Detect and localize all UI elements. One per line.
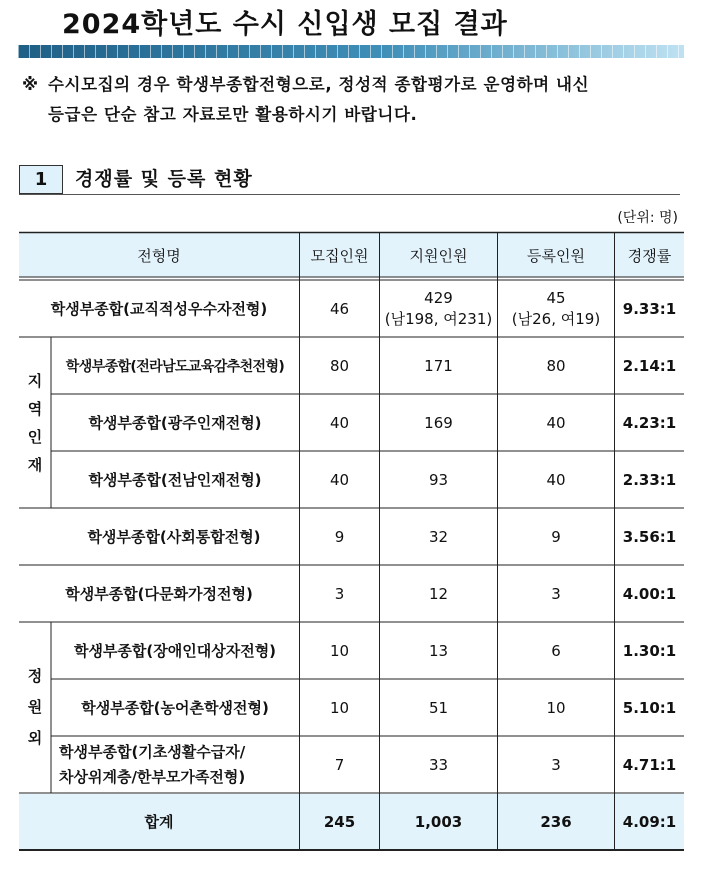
- applicant-count: 33: [428, 755, 449, 774]
- total-registered: 236: [540, 812, 572, 831]
- registered-count: 40: [546, 413, 566, 432]
- section-title: 경쟁률 및 등록 현황: [75, 168, 253, 190]
- recruit-count: 10: [329, 698, 350, 717]
- track-name: 학생부종합(전남인재전형): [88, 471, 262, 489]
- recruit-count: 3: [334, 584, 345, 603]
- track-name: 학생부종합(광주인재전형): [88, 414, 262, 432]
- competition-ratio: 4.71:1: [622, 755, 677, 774]
- total-applicants: 1,003: [414, 812, 463, 831]
- competition-ratio: 2.33:1: [622, 470, 677, 489]
- registered-count: 10: [546, 698, 566, 717]
- competition-ratio: 4.23:1: [622, 413, 677, 432]
- registered-count: 40: [546, 470, 566, 489]
- track-name: 학생부종합(기초생활수급자/ 차상위계층/한부모가족전형): [59, 742, 246, 786]
- group-label-outside-quota: 정 원 외: [27, 667, 43, 747]
- header-ratio: 경쟁률: [627, 246, 672, 265]
- competition-ratio: 1.30:1: [622, 641, 677, 660]
- reference-mark-icon: ※: [22, 75, 39, 94]
- recruit-count: 46: [329, 299, 350, 318]
- total-ratio: 4.09:1: [622, 812, 677, 831]
- recruit-count: 7: [334, 755, 345, 774]
- applicant-count: 171: [424, 356, 453, 375]
- notice-line-1: 수시모집의 경우 학생부종합전형으로, 정성적 종합평가로 운영하며 내신: [48, 75, 590, 94]
- applicant-count: 169: [424, 413, 453, 432]
- header-recruit: 모집인원: [310, 246, 369, 265]
- applicant-count: 429 (남198, 여231): [384, 288, 493, 328]
- competition-ratio: 9.33:1: [622, 299, 677, 318]
- track-name: 학생부종합(다문화가정전형): [65, 585, 253, 603]
- track-name: 학생부종합(사회통합전형): [87, 528, 261, 546]
- recruit-count: 9: [334, 527, 345, 546]
- registered-count: 45 (남26, 여19): [511, 288, 601, 328]
- competition-ratio: 2.14:1: [622, 356, 677, 375]
- applicant-count: 13: [428, 641, 449, 660]
- recruit-count: 40: [329, 413, 350, 432]
- competition-ratio: 3.56:1: [622, 527, 677, 546]
- track-name: 학생부종합(장애인대상자전형): [73, 642, 277, 660]
- competition-ratio: 5.10:1: [622, 698, 677, 717]
- track-name: 학생부종합(농어촌학생전형): [81, 699, 269, 717]
- registered-count: 6: [551, 641, 561, 660]
- total-label: 합계: [144, 813, 174, 831]
- group-label-regional: 지 역 인 재: [27, 371, 43, 474]
- recruit-count: 10: [329, 641, 350, 660]
- recruit-count: 40: [329, 470, 350, 489]
- competition-ratio: 4.00:1: [622, 584, 677, 603]
- track-name: 학생부종합(교직적성우수자전형): [50, 300, 268, 318]
- unit-label: (단위: 명): [617, 210, 678, 226]
- applicant-count: 12: [428, 584, 449, 603]
- header-applicants: 지원인원: [409, 246, 468, 265]
- track-name: 학생부종합(전라남도교육감추천전형): [65, 358, 285, 375]
- notice-line-2: 등급은 단순 참고 자료로만 활용하시기 바랍니다.: [48, 105, 418, 124]
- recruit-count: 80: [329, 356, 350, 375]
- applicant-count: 93: [428, 470, 449, 489]
- registered-count: 3: [551, 584, 561, 603]
- page-title: 2024학년도 수시 신입생 모집 결과: [62, 9, 508, 40]
- header-registered: 등록인원: [527, 246, 585, 265]
- applicant-count: 51: [428, 698, 449, 717]
- section-number: 1: [19, 165, 63, 194]
- registered-count: 3: [551, 755, 561, 774]
- header-track-name: 전형명: [137, 246, 181, 265]
- total-recruit: 245: [323, 812, 356, 831]
- registered-count: 80: [546, 356, 566, 375]
- registered-count: 9: [551, 527, 561, 546]
- applicant-count: 32: [428, 527, 449, 546]
